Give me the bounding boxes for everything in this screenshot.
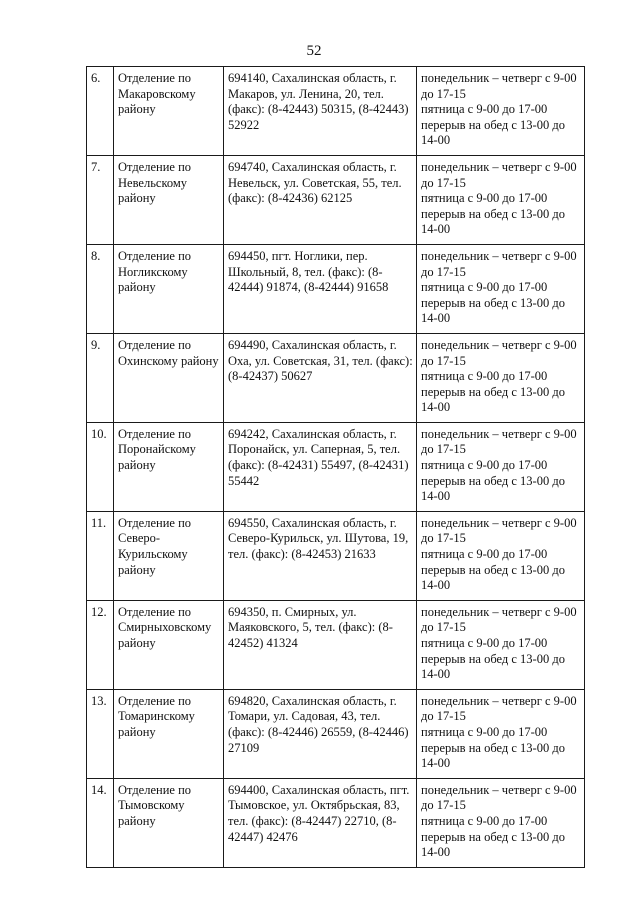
office-hours: [417, 422, 585, 511]
office-hours: [417, 600, 585, 689]
hours-line: пятница с 9-00 до 17-00: [421, 191, 548, 206]
office-name: Отделение по Невельскому району: [114, 155, 224, 244]
hours-line: перерыв на обед с 13-00 до 14-00: [421, 473, 565, 504]
row-number: 9.: [87, 333, 114, 422]
hours-line: перерыв на обед с 13-00 до 14-00: [421, 206, 565, 237]
office-name: Отделение по Томаринскому району: [114, 689, 224, 778]
hours-line: перерыв на обед с 13-00 до 14-00: [421, 651, 565, 682]
office-name: Отделение по Тымовскому району: [114, 778, 224, 867]
hours-line: перерыв на обед с 13-00 до 14-00: [421, 740, 565, 771]
office-address: 694550, Сахалинская область, г. Северо-Курильск, ул. Шутова, 19, тел. (факс): (8-42453) 21633: [224, 511, 417, 600]
hours-line: пятница с 9-00 до 17-00: [421, 724, 548, 739]
hours-line: пятница с 9-00 до 17-00: [421, 369, 548, 384]
row-number: 10.: [87, 422, 114, 511]
row-number: 8.: [87, 244, 114, 333]
row-number: 14.: [87, 778, 114, 867]
office-address: 694350, п. Смирных, ул. Маяковского, 5, тел. (факс): (8-42452) 41324: [224, 600, 417, 689]
office-hours: [417, 155, 585, 244]
office-address: 694140, Сахалинская область, г. Макаров, ул. Ленина, 20, тел. (факс): (8-42443) 50315, (8-42443) 52922: [224, 67, 417, 156]
hours-line: перерыв на обед с 13-00 до 14-00: [421, 295, 565, 326]
office-address: 694490, Сахалинская область, г. Оха, ул. Советская, 31, тел. (факс): (8-42437) 50627: [224, 333, 417, 422]
hours-line: перерыв на обед с 13-00 до 14-00: [421, 384, 565, 415]
offices-table: [86, 66, 585, 868]
hours-line: понедельник – четверг с 9-00 до 17-15: [421, 426, 577, 457]
table-row: [87, 67, 585, 156]
hours-line: понедельник – четверг с 9-00 до 17-15: [421, 248, 577, 279]
offices-table-body: [87, 67, 585, 868]
hours-line: понедельник – четверг с 9-00 до 17-15: [421, 337, 577, 368]
hours-line: понедельник – четверг с 9-00 до 17-15: [421, 604, 577, 635]
hours-line: пятница с 9-00 до 17-00: [421, 280, 548, 295]
table-row: [87, 244, 585, 333]
table-row: [87, 689, 585, 778]
office-hours: [417, 67, 585, 156]
row-number: 11.: [87, 511, 114, 600]
office-name: Отделение по Северо-Курильскому району: [114, 511, 224, 600]
table-row: [87, 422, 585, 511]
office-name: Отделение по Макаровскому району: [114, 67, 224, 156]
hours-line: пятница с 9-00 до 17-00: [421, 547, 548, 562]
office-hours: [417, 333, 585, 422]
hours-line: понедельник – четверг с 9-00 до 17-15: [421, 515, 577, 546]
hours-line: понедельник – четверг с 9-00 до 17-15: [421, 782, 577, 813]
office-address: 694242, Сахалинская область, г. Поронайск, ул. Саперная, 5, тел. (факс): (8-42431) 55497, (8-42431) 55442: [224, 422, 417, 511]
hours-line: перерыв на обед с 13-00 до 14-00: [421, 829, 565, 860]
office-name: Отделение по Ногликскому району: [114, 244, 224, 333]
page-number: 52: [306, 43, 322, 59]
office-address: 694450, пгт. Ноглики, пер. Школьный, 8, тел. (факс): (8-42444) 91874, (8-42444) 91658: [224, 244, 417, 333]
row-number: 6.: [87, 67, 114, 156]
office-address: 694400, Сахалинская область, пгт. Тымовское, ул. Октябрьская, 83, тел. (факс): (8-42447) 22710, (8-42447) 42476: [224, 778, 417, 867]
table-row: [87, 600, 585, 689]
table-row: [87, 155, 585, 244]
table-row: [87, 511, 585, 600]
table-row: [87, 333, 585, 422]
hours-line: перерыв на обед с 13-00 до 14-00: [421, 562, 565, 593]
row-number: 13.: [87, 689, 114, 778]
office-name: Отделение по Смирныховскому району: [114, 600, 224, 689]
office-address: 694740, Сахалинская область, г. Невельск, ул. Советская, 55, тел. (факс): (8-42436) 62125: [224, 155, 417, 244]
row-number: 12.: [87, 600, 114, 689]
office-address: 694820, Сахалинская область, г. Томари, ул. Садовая, 43, тел. (факс): (8-42446) 26559, (8-42446) 27109: [224, 689, 417, 778]
row-number: 7.: [87, 155, 114, 244]
office-hours: [417, 778, 585, 867]
office-hours: [417, 689, 585, 778]
hours-line: пятница с 9-00 до 17-00: [421, 102, 548, 117]
hours-line: пятница с 9-00 до 17-00: [421, 458, 548, 473]
hours-line: перерыв на обед с 13-00 до 14-00: [421, 117, 565, 148]
hours-line: пятница с 9-00 до 17-00: [421, 636, 548, 650]
office-hours: [417, 244, 585, 333]
hours-line: понедельник – четверг с 9-00 до 17-15: [421, 159, 577, 190]
office-name: Отделение по Поронайскому району: [114, 422, 224, 511]
table-row: [87, 778, 585, 867]
office-name: Отделение по Охинскому району: [114, 333, 224, 422]
hours-line: понедельник – четверг с 9-00 до 17-15: [421, 693, 577, 724]
hours-line: пятница с 9-00 до 17-00: [421, 813, 548, 828]
hours-line: понедельник – четверг с 9-00 до 17-15: [421, 71, 577, 101]
office-hours: [417, 511, 585, 600]
